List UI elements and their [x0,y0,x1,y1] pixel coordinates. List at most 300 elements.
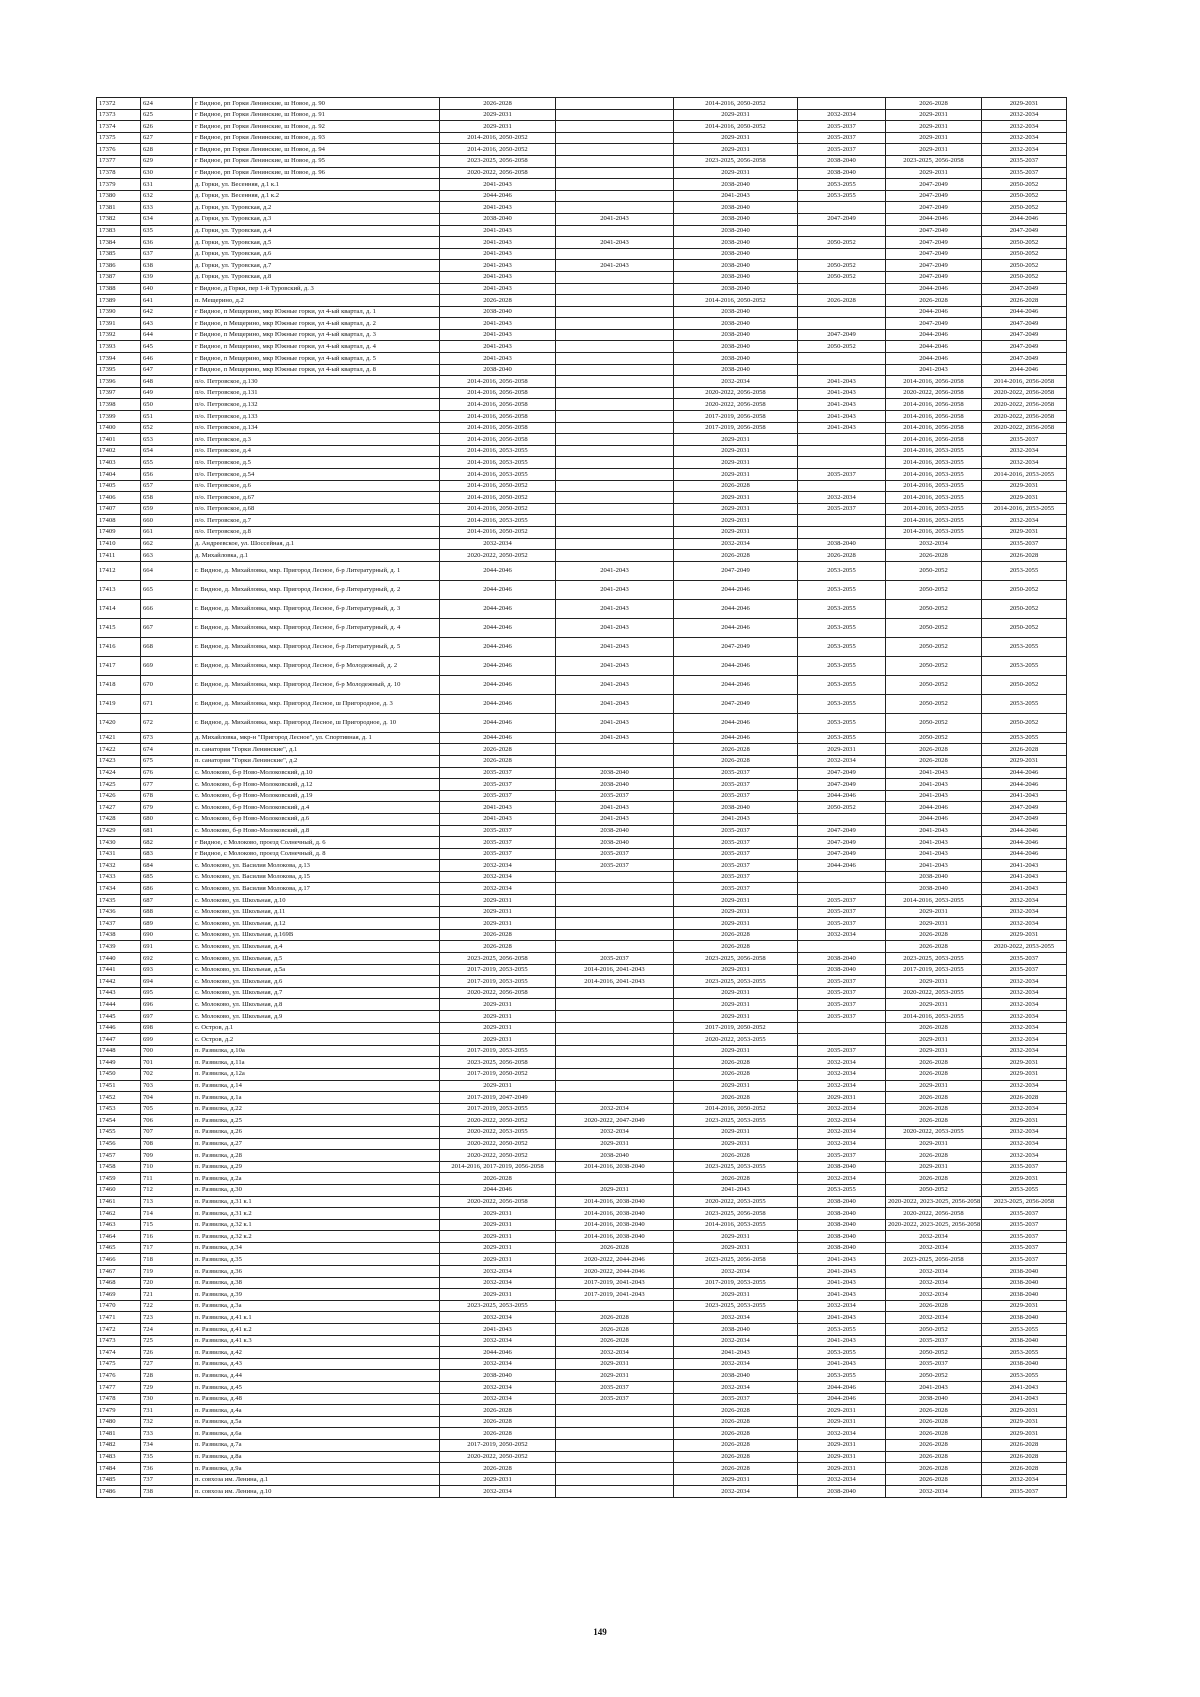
table-row [97,779,1067,791]
period-cell-2 [556,387,674,399]
period-cell-6: 2041-2043 [982,790,1067,802]
table-row [97,283,1067,295]
building-number-cell: 733 [141,1428,193,1440]
period-cell-2 [556,480,674,492]
period-cell-4: 2047-2049 [798,837,886,849]
table-row [97,167,1067,179]
building-number-cell: 731 [141,1405,193,1417]
period-cell-5: 2032-2034 [886,1266,982,1278]
period-cell-2: 2014-2016, 2038-2040 [556,1219,674,1231]
period-cell-5: 2050-2052 [886,1324,982,1336]
period-cell-2 [556,492,674,504]
period-cell-2 [556,883,674,895]
period-cell-3: 2029-2031 [674,999,798,1011]
address-cell: г Видное, п Мещерино, мкр Южные горки, ул 4-ый квартал, д. 8 [193,364,440,376]
period-cell-2: 2032-2034 [556,1347,674,1359]
period-cell-2 [556,1045,674,1057]
period-cell-4: 2032-2034 [798,1428,886,1440]
table-row [97,190,1067,202]
period-cell-6: 2047-2049 [982,813,1067,825]
period-cell-2 [556,434,674,446]
row-id-cell: 17413 [97,580,141,599]
period-cell-5: 2029-2031 [886,167,982,179]
period-cell-5: 2020-2022, 2056-2058 [886,1208,982,1220]
building-number-cell: 730 [141,1393,193,1405]
table-row [97,515,1067,527]
period-cell-5: 2026-2028 [886,1057,982,1069]
period-cell-5: 2041-2043 [886,767,982,779]
period-cell-3: 2029-2031 [674,109,798,121]
period-cell-1: 2032-2034 [440,1335,556,1347]
period-cell-1: 2041-2043 [440,202,556,214]
period-cell-5: 2047-2049 [886,318,982,330]
row-id-cell: 17476 [97,1370,141,1382]
period-cell-6: 2044-2046 [982,825,1067,837]
period-cell-2 [556,411,674,423]
period-cell-1: 2032-2034 [440,1277,556,1289]
building-number-cell: 636 [141,237,193,249]
period-cell-1: 2035-2037 [440,790,556,802]
period-cell-4: 2035-2037 [798,895,886,907]
period-cell-3: 2014-2016, 2050-2052 [674,1103,798,1115]
period-cell-1: 2029-2031 [440,121,556,133]
period-cell-5: 2038-2040 [886,1393,982,1405]
building-number-cell: 678 [141,790,193,802]
period-cell-4 [798,457,886,469]
address-cell: д. Михайловка, д.1 [193,550,440,562]
period-cell-5: 2026-2028 [886,1439,982,1451]
period-cell-1: 2038-2040 [440,1370,556,1382]
period-cell-1: 2026-2028 [440,744,556,756]
period-cell-3: 2029-2031 [674,906,798,918]
period-cell-2 [556,1034,674,1046]
period-cell-3: 2023-2025, 2053-2055 [674,1115,798,1127]
period-cell-2: 2029-2031 [556,1370,674,1382]
building-number-cell: 646 [141,353,193,365]
period-cell-1: 2029-2031 [440,109,556,121]
row-id-cell: 17443 [97,987,141,999]
period-cell-1: 2041-2043 [440,353,556,365]
building-number-cell: 688 [141,906,193,918]
period-cell-4: 2041-2043 [798,1254,886,1266]
row-id-cell: 17470 [97,1300,141,1312]
period-cell-6: 2032-2034 [982,1126,1067,1138]
period-cell-4: 2032-2034 [798,929,886,941]
period-cell-2 [556,121,674,133]
period-cell-3: 2032-2034 [674,1358,798,1370]
building-number-cell: 689 [141,918,193,930]
table-row [97,411,1067,423]
period-cell-6: 2029-2031 [982,1068,1067,1080]
address-cell: с. Молоково, ул. Василия Молокова, д.13 [193,860,440,872]
building-number-cell: 653 [141,434,193,446]
period-cell-5: 2044-2046 [886,353,982,365]
period-cell-1: 2026-2028 [440,295,556,307]
period-cell-1: 2014-2016, 2050-2052 [440,503,556,515]
table-row [97,825,1067,837]
address-cell: п. совхоза им. Ленина, д.10 [193,1486,440,1498]
building-number-cell: 644 [141,329,193,341]
building-number-cell: 719 [141,1266,193,1278]
period-cell-3: 2029-2031 [674,503,798,515]
table-row [97,387,1067,399]
period-cell-4: 2038-2040 [798,1161,886,1173]
period-cell-1: 2026-2028 [440,98,556,110]
period-cell-3: 2038-2040 [674,271,798,283]
period-cell-3: 2038-2040 [674,318,798,330]
period-cell-5: 2050-2052 [886,732,982,744]
address-cell: п. Развилка, д.14 [193,1080,440,1092]
building-number-cell: 700 [141,1045,193,1057]
table-row [97,802,1067,814]
building-number-cell: 680 [141,813,193,825]
period-cell-5: 2026-2028 [886,1103,982,1115]
period-cell-4: 2053-2055 [798,599,886,618]
table-row [97,767,1067,779]
period-cell-3: 2038-2040 [674,202,798,214]
row-id-cell: 17449 [97,1057,141,1069]
period-cell-4: 2050-2052 [798,341,886,353]
row-id-cell: 17466 [97,1254,141,1266]
period-cell-2: 2041-2043 [556,694,674,713]
period-cell-1: 2014-2016, 2050-2052 [440,132,556,144]
period-cell-6: 2050-2052 [982,271,1067,283]
period-cell-4 [798,1034,886,1046]
period-cell-4: 2035-2037 [798,503,886,515]
row-id-cell: 17400 [97,422,141,434]
building-number-cell: 626 [141,121,193,133]
table-row [97,1358,1067,1370]
row-id-cell: 17431 [97,848,141,860]
table-row [97,480,1067,492]
building-number-cell: 702 [141,1068,193,1080]
address-cell: п. Развилка, д.36 [193,1266,440,1278]
address-cell: д. Горки, ул. Туровская, д.4 [193,225,440,237]
period-cell-3: 2014-2016, 2050-2052 [674,121,798,133]
period-cell-4: 2053-2055 [798,1184,886,1196]
row-id-cell: 17432 [97,860,141,872]
address-cell: п. Развилка, д.22 [193,1103,440,1115]
table-row [97,1011,1067,1023]
row-id-cell: 17477 [97,1382,141,1394]
period-cell-6: 2029-2031 [982,492,1067,504]
period-cell-6: 2020-2022, 2056-2058 [982,399,1067,411]
period-cell-2: 2014-2016, 2038-2040 [556,1231,674,1243]
building-number-cell: 651 [141,411,193,423]
table-row [97,399,1067,411]
period-cell-5: 2026-2028 [886,1092,982,1104]
period-cell-5: 2050-2052 [886,1370,982,1382]
period-cell-5: 2029-2031 [886,906,982,918]
period-cell-4: 2029-2031 [798,1463,886,1475]
building-number-cell: 712 [141,1184,193,1196]
period-cell-5: 2023-2025, 2056-2058 [886,155,982,167]
period-cell-3: 2035-2037 [674,1393,798,1405]
period-cell-6: 2029-2031 [982,1057,1067,1069]
table-row [97,445,1067,457]
period-cell-5: 2029-2031 [886,1034,982,1046]
address-cell: г Видное, рп Горки Ленинские, ш Новое, д. 92 [193,121,440,133]
period-cell-4: 2041-2043 [798,1266,886,1278]
period-cell-1: 2029-2031 [440,1242,556,1254]
period-cell-5: 2014-2016, 2053-2055 [886,457,982,469]
building-number-cell: 690 [141,929,193,941]
period-cell-4: 2035-2037 [798,1011,886,1023]
period-cell-2 [556,1486,674,1498]
period-cell-6: 2053-2055 [982,694,1067,713]
period-cell-4: 2032-2034 [798,755,886,767]
period-cell-4: 2032-2034 [798,1103,886,1115]
period-cell-4: 2047-2049 [798,213,886,225]
period-cell-4 [798,306,886,318]
period-cell-6: 2029-2031 [982,1405,1067,1417]
period-cell-4: 2038-2040 [798,1231,886,1243]
period-cell-1: 2044-2046 [440,580,556,599]
period-cell-6: 2029-2031 [982,755,1067,767]
building-number-cell: 639 [141,271,193,283]
row-id-cell: 17374 [97,121,141,133]
period-cell-4: 2053-2055 [798,656,886,675]
period-cell-6: 2032-2034 [982,1022,1067,1034]
period-cell-5: 2050-2052 [886,580,982,599]
table-row [97,987,1067,999]
period-cell-4: 2038-2040 [798,1242,886,1254]
table-row [97,918,1067,930]
building-number-cell: 674 [141,744,193,756]
row-id-cell: 17474 [97,1347,141,1359]
table-row [97,694,1067,713]
period-cell-3: 2029-2031 [674,895,798,907]
building-number-cell: 638 [141,260,193,272]
period-cell-4: 2050-2052 [798,802,886,814]
period-cell-1: 2044-2046 [440,637,556,656]
period-cell-5: 2050-2052 [886,675,982,694]
building-number-cell: 703 [141,1080,193,1092]
period-cell-6: 2047-2049 [982,353,1067,365]
table-row [97,871,1067,883]
period-cell-2: 2041-2043 [556,732,674,744]
period-cell-3: 2038-2040 [674,213,798,225]
address-cell: г Видное, рп Горки Ленинские, ш Новое, д. 93 [193,132,440,144]
period-cell-3: 2026-2028 [674,1451,798,1463]
period-cell-2: 2020-2022, 2044-2046 [556,1254,674,1266]
row-id-cell: 17378 [97,167,141,179]
period-cell-5: 2026-2028 [886,1451,982,1463]
period-cell-1: 2014-2016, 2050-2052 [440,480,556,492]
period-cell-4: 2047-2049 [798,779,886,791]
period-cell-1: 2041-2043 [440,271,556,283]
row-id-cell: 17468 [97,1277,141,1289]
period-cell-4: 2035-2037 [798,132,886,144]
period-cell-1: 2020-2022, 2050-2052 [440,1451,556,1463]
period-cell-5: 2023-2025, 2053-2055 [886,953,982,965]
period-cell-2 [556,248,674,260]
period-cell-2 [556,1068,674,1080]
period-cell-1: 2014-2016, 2056-2058 [440,422,556,434]
period-cell-1: 2029-2031 [440,1474,556,1486]
period-cell-1: 2038-2040 [440,306,556,318]
period-cell-6: 2035-2037 [982,167,1067,179]
period-cell-1: 2014-2016, 2056-2058 [440,411,556,423]
period-cell-6: 2035-2037 [982,434,1067,446]
period-cell-1: 2032-2034 [440,1486,556,1498]
period-cell-1: 2032-2034 [440,1393,556,1405]
building-number-cell: 708 [141,1138,193,1150]
period-cell-1: 2014-2016, 2017-2019, 2056-2058 [440,1161,556,1173]
period-cell-5: 2026-2028 [886,295,982,307]
period-cell-5: 2029-2031 [886,144,982,156]
row-id-cell: 17458 [97,1161,141,1173]
period-cell-2 [556,318,674,330]
table-row [97,675,1067,694]
address-cell: п. Развилка, д.39 [193,1289,440,1301]
period-cell-6: 2053-2055 [982,561,1067,580]
address-cell: п. Развилка, д.32 к.1 [193,1219,440,1231]
table-row [97,1474,1067,1486]
row-id-cell: 17464 [97,1231,141,1243]
building-number-cell: 717 [141,1242,193,1254]
building-number-cell: 665 [141,580,193,599]
period-cell-5: 2014-2016, 2053-2055 [886,480,982,492]
period-cell-5: 2044-2046 [886,329,982,341]
address-cell: п. Развилка, д.41 к.3 [193,1335,440,1347]
period-cell-2: 2035-2037 [556,848,674,860]
period-cell-6: 2032-2034 [982,121,1067,133]
period-cell-3: 2029-2031 [674,1242,798,1254]
period-cell-1: 2032-2034 [440,1382,556,1394]
building-number-cell: 727 [141,1358,193,1370]
period-cell-1: 2023-2025, 2056-2058 [440,1057,556,1069]
building-number-cell: 643 [141,318,193,330]
period-cell-2 [556,999,674,1011]
address-cell: п/о. Петровское, д.130 [193,376,440,388]
table-row [97,755,1067,767]
period-cell-5: 2044-2046 [886,341,982,353]
table-row [97,848,1067,860]
period-cell-4: 2032-2034 [798,1068,886,1080]
period-cell-1: 2023-2025, 2053-2055 [440,1300,556,1312]
period-cell-6: 2032-2034 [982,1474,1067,1486]
table-row [97,271,1067,283]
period-cell-5: 2041-2043 [886,364,982,376]
building-number-cell: 691 [141,941,193,953]
row-id-cell: 17425 [97,779,141,791]
period-cell-2 [556,1080,674,1092]
period-cell-5: 2047-2049 [886,225,982,237]
period-cell-6: 2032-2034 [982,515,1067,527]
row-id-cell: 17402 [97,445,141,457]
period-cell-6: 2035-2037 [982,1254,1067,1266]
table-row [97,538,1067,550]
row-id-cell: 17399 [97,411,141,423]
table-row [97,318,1067,330]
period-cell-1: 2020-2022, 2056-2058 [440,1196,556,1208]
period-cell-3: 2023-2025, 2056-2058 [674,1208,798,1220]
table-row [97,999,1067,1011]
period-cell-6: 2014-2016, 2056-2058 [982,376,1067,388]
building-number-cell: 711 [141,1173,193,1185]
period-cell-2: 2014-2016, 2041-2043 [556,964,674,976]
period-cell-1: 2044-2046 [440,1184,556,1196]
period-cell-2 [556,376,674,388]
period-cell-5: 2026-2028 [886,1405,982,1417]
period-cell-4: 2035-2037 [798,144,886,156]
building-number-cell: 645 [141,341,193,353]
address-cell: г. Видное, д. Михайловка, мкр. Пригород Лесное, б-р Литературный, д. 1 [193,561,440,580]
row-id-cell: 17435 [97,895,141,907]
period-cell-2 [556,98,674,110]
period-cell-5: 2029-2031 [886,918,982,930]
period-cell-3: 2029-2031 [674,457,798,469]
table-row [97,599,1067,618]
building-number-cell: 696 [141,999,193,1011]
period-cell-2: 2026-2028 [556,1324,674,1336]
period-cell-2: 2041-2043 [556,599,674,618]
period-cell-1: 2041-2043 [440,341,556,353]
period-cell-4 [798,445,886,457]
building-number-cell: 685 [141,871,193,883]
period-cell-2 [556,179,674,191]
building-number-cell: 735 [141,1451,193,1463]
period-cell-5: 2014-2016, 2053-2055 [886,1011,982,1023]
period-cell-3: 2038-2040 [674,329,798,341]
period-cell-5: 2047-2049 [886,260,982,272]
period-cell-5: 2044-2046 [886,802,982,814]
period-cell-5: 2041-2043 [886,825,982,837]
table-row [97,1080,1067,1092]
period-cell-2 [556,364,674,376]
row-id-cell: 17482 [97,1439,141,1451]
period-cell-2 [556,109,674,121]
period-cell-5: 2047-2049 [886,202,982,214]
period-cell-2 [556,202,674,214]
period-cell-1: 2041-2043 [440,318,556,330]
period-cell-6: 2032-2034 [982,445,1067,457]
period-cell-4: 2032-2034 [798,1474,886,1486]
building-number-cell: 669 [141,656,193,675]
period-cell-4: 2053-2055 [798,561,886,580]
building-number-cell: 694 [141,976,193,988]
building-number-cell: 662 [141,538,193,550]
period-cell-1: 2044-2046 [440,1347,556,1359]
address-cell: п. Развилка, д.9а [193,1463,440,1475]
period-cell-3: 2023-2025, 2056-2058 [674,953,798,965]
period-cell-6: 2038-2040 [982,1266,1067,1278]
period-cell-1: 2035-2037 [440,837,556,849]
address-cell: п. санатория "Горки Ленинские", д.2 [193,755,440,767]
period-cell-4 [798,480,886,492]
period-cell-4: 2053-2055 [798,580,886,599]
table-row [97,1277,1067,1289]
period-cell-2: 2032-2034 [556,1103,674,1115]
table-row [97,618,1067,637]
address-cell: с. Молоково, б-р Ново-Молоковский, д.19 [193,790,440,802]
table-row [97,906,1067,918]
period-cell-3: 2029-2031 [674,1289,798,1301]
period-cell-5: 2026-2028 [886,1115,982,1127]
period-cell-4: 2053-2055 [798,713,886,732]
period-cell-5: 2026-2028 [886,929,982,941]
period-cell-5: 2050-2052 [886,656,982,675]
address-cell: п/о. Петровское, д.5 [193,457,440,469]
period-cell-5: 2029-2031 [886,999,982,1011]
period-cell-2 [556,918,674,930]
period-cell-2: 2026-2028 [556,1312,674,1324]
row-id-cell: 17409 [97,526,141,538]
period-cell-5: 2014-2016, 2053-2055 [886,526,982,538]
period-cell-6: 2035-2037 [982,1242,1067,1254]
period-cell-3: 2029-2031 [674,469,798,481]
